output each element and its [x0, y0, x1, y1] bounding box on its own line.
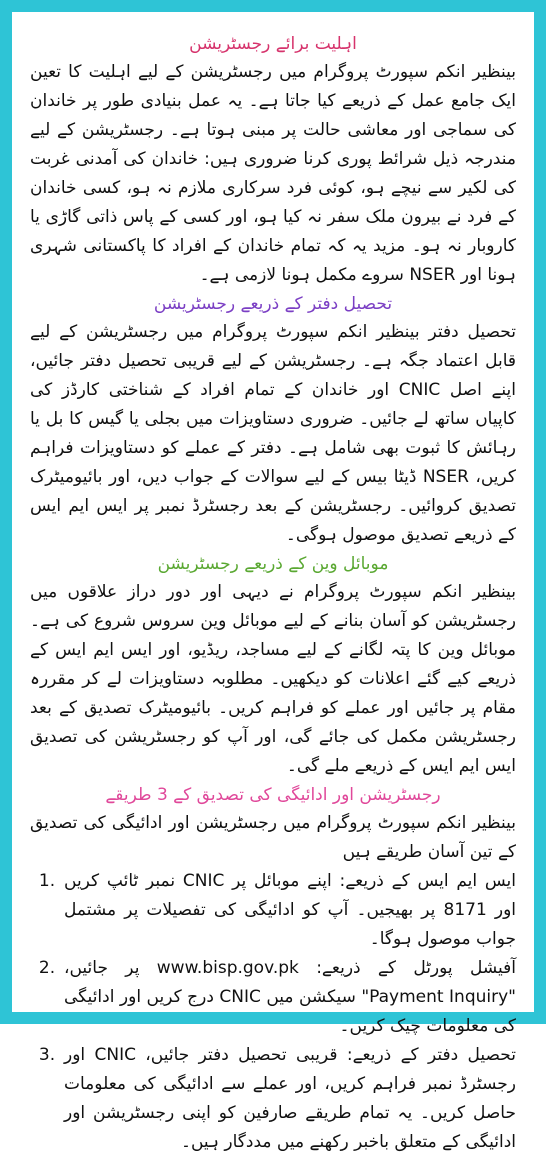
section-title-mobile-van: موبائل وین کے ذریعے رجسٹریشن — [157, 554, 389, 574]
list-item-text: ایس ایم ایس کے ذریعے: اپنے موبائل پر CNIC نمبر ٹائپ کریں اور 8171 پر بھیجیں۔ آپ کو ادائیگی کی تفصیلات پر مشتمل جواب موصول ہوگا۔ — [64, 871, 517, 949]
list-item — [30, 954, 516, 1041]
section-title-methods: رجسٹریشن اور ادائیگی کی تصدیق کے 3 طریقے — [105, 785, 441, 805]
section-body-tehsil: تحصیل دفتر بینظیر انکم سپورٹ پروگرام میں رجسٹریشن کے لیے قابل اعتماد جگہ ہے۔ رجسٹریشن کے لیے قریبی تحصیل دفتر جائیں، اپنے اصل CNIC اور خاندان کے تمام افراد کے شناختی کارڈز کی کاپیاں ساتھ لے جائیں۔ ضروری دستاویزات میں بجلی یا گیس کا بل یا رہائش کا ثبوت بھی شامل ہے۔ دفتر کے عملے کو دستاویزات فراہم کریں، NSER ڈیٹا بیس کے لیے سوالات کے جواب دیں، اور بائیومیٹرک تصدیق کروائیں۔ رجسٹریشن کے بعد رجسٹرڈ نمبر پر ایس ایم ایس کے ذریعے تصدیق موصول ہوگی۔ — [30, 322, 516, 545]
section-title-eligibility: اہلیت برائے رجسٹریشن — [189, 34, 357, 54]
list-item-number: 3. — [38, 1045, 56, 1065]
section-body-mobile-van: بینظیر انکم سپورٹ پروگرام نے دیہی اور دور دراز علاقوں میں رجسٹریشن کو آسان بنانے کے لیے موبائل وین سروس شروع کی ہے۔ موبائل وین کا پتہ لگانے کے لیے مساجد، ریڈیو، اور ایس ایم ایس کے ذریعے کیے گئے اعلانات کو دیکھیں۔ مطلوبہ دستاویزات لے کر مقررہ مقام پر جائیں اور عملے کو فراہم کریں۔ بائیومیٹرک تصدیق کے بعد رجسٹریشن مکمل کی جائے گی، اور آپ کو رجسٹریشن کی تصدیق ایس ایم ایس کے ذریعے ملے گی۔ — [30, 582, 516, 776]
content-card — [12, 12, 534, 1152]
list-item — [30, 867, 516, 954]
methods-list — [30, 867, 516, 1157]
section-intro-methods: بینظیر انکم سپورٹ پروگرام میں رجسٹریشن اور ادائیگی کی تصدیق کے تین آسان طریقے ہیں — [30, 813, 516, 862]
section-title-tehsil: تحصیل دفتر کے ذریعے رجسٹریشن — [153, 294, 393, 314]
section-body-eligibility: بینظیر انکم سپورٹ پروگرام میں رجسٹریشن کے لیے اہلیت کا تعین ایک جامع عمل کے ذریعے کیا جاتا ہے۔ یہ عمل بنیادی طور پر خاندان کی سماجی اور معاشی حالت پر مبنی ہوتا ہے۔ رجسٹریشن کے لیے مندرجہ ذیل شرائط پوری کرنا ضروری ہیں: خاندان کی آمدنی غربت کی لکیر سے نیچے ہو، کوئی فرد سرکاری ملازم نہ ہو، کسی خاندان کے فرد نے بیرون ملک سفر نہ کیا ہو، اور کسی کے پاس ذاتی گاڑی یا کاروبار نہ ہو۔ مزید یہ کہ تمام خاندان کے افراد کا پاکستانی شہری ہونا اور NSER سروے مکمل ہونا لازمی ہے۔ — [30, 62, 516, 285]
list-item — [30, 1041, 516, 1157]
list-item-number: 2. — [38, 958, 56, 978]
list-item-number: 1. — [38, 871, 56, 891]
list-item-text: تحصیل دفتر کے ذریعے: قریبی تحصیل دفتر جائیں، CNIC اور رجسٹرڈ نمبر فراہم کریں، اور عملے سے ادائیگی کی معلومات حاصل کریں۔ یہ تمام طریقے صارفین کو اپنی رجسٹریشن اور ادائیگی کے متعلق باخبر رکھنے میں مددگار ہیں۔ — [64, 1045, 516, 1152]
list-item-text: آفیشل پورٹل کے ذریعے: www.bisp.gov.pk پر جائیں، "Payment Inquiry" سیکشن میں CNIC درج کریں اور ادائیگی کی معلومات چیک کریں۔ — [64, 958, 516, 1036]
